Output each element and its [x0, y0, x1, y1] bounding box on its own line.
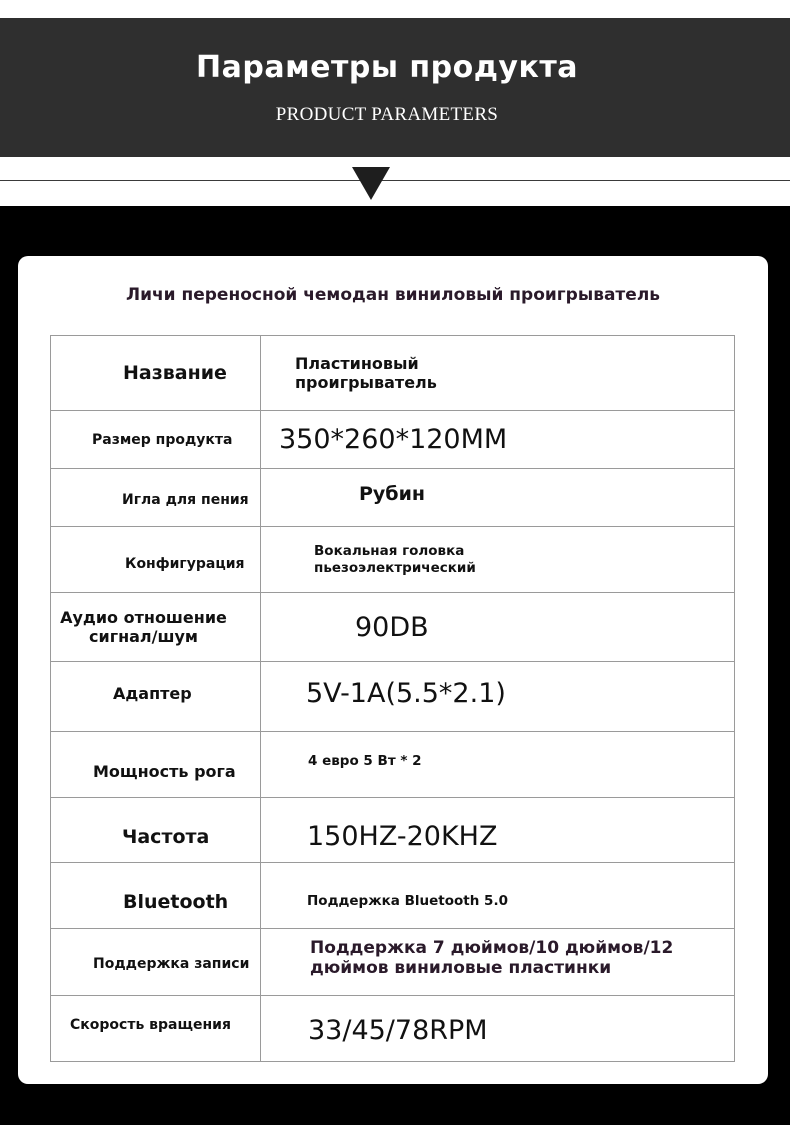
product-name-heading: Личи переносной чемодан виниловый проигрыватель [125, 285, 661, 305]
param-key: Игла для пения [51, 469, 261, 527]
param-value: 4 евро 5 Вт * 2 [261, 732, 735, 798]
table-row [51, 336, 735, 411]
param-key: Bluetooth [51, 863, 261, 929]
param-value: Поддержка Bluetooth 5.0 [261, 863, 735, 929]
param-key: Частота [51, 798, 261, 863]
table-row [51, 929, 735, 996]
divider-line [0, 180, 790, 181]
header-band [0, 18, 790, 157]
table-row [51, 732, 735, 798]
table-row [51, 863, 735, 929]
param-key: Конфигурация [51, 527, 261, 593]
parameters-table [50, 335, 735, 1062]
param-value: 5V-1A(5.5*2.1) [261, 662, 735, 732]
param-value: 350*260*120MM [261, 411, 735, 469]
table-row [51, 798, 735, 863]
table-row [51, 469, 735, 527]
param-key: Название [51, 336, 261, 411]
param-value: Пластиновый проигрыватель [261, 336, 735, 411]
param-value: 33/45/78RPM [261, 996, 735, 1062]
param-key: Мощность рога [51, 732, 261, 798]
param-key: Аудио отношение сигнал/шум [51, 593, 261, 662]
param-key: Размер продукта [51, 411, 261, 469]
param-value: Вокальная головка пьезоэлектрический [261, 527, 735, 593]
param-value: 90DB [261, 593, 735, 662]
page-subtitle-en: PRODUCT PARAMETERS [275, 104, 499, 125]
down-arrow-icon [352, 167, 390, 200]
param-value: Поддержка 7 дюймов/10 дюймов/12 дюймов виниловые пластинки [261, 929, 735, 996]
page-title: Параметры продукта [196, 50, 578, 85]
param-value: 150HZ-20KHZ [261, 798, 735, 863]
param-value: Рубин [261, 469, 735, 527]
param-key: Адаптер [51, 662, 261, 732]
param-key: Поддержка записи [51, 929, 261, 996]
table-row [51, 662, 735, 732]
table-row [51, 996, 735, 1062]
table-row [51, 411, 735, 469]
table-row [51, 527, 735, 593]
param-key: Скорость вращения [51, 996, 261, 1062]
table-row [51, 593, 735, 662]
